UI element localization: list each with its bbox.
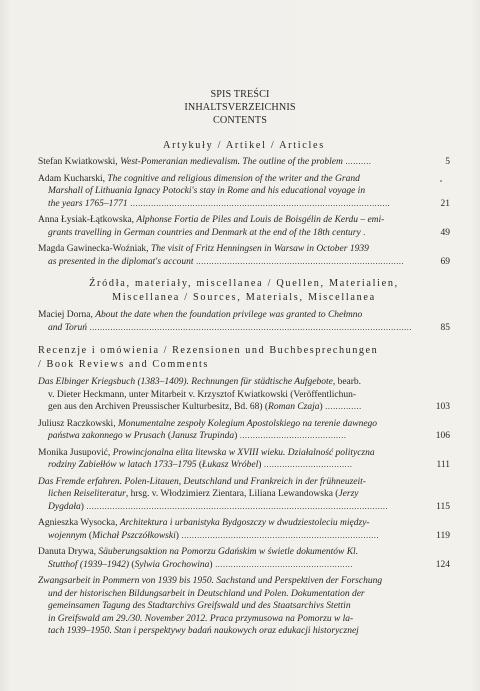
toc-entry[interactable] [38, 546, 450, 571]
entry-author: Agnieszka Wysocka, [38, 518, 120, 528]
page-number: 124 [435, 559, 450, 570]
entry-title-continued: państwa zakonnego w Prusach [48, 431, 166, 441]
entry-author: Danuta Drywa, [38, 547, 99, 557]
entry-text: ) [234, 431, 238, 441]
page-number: 69 [440, 256, 450, 267]
entry-title: West-Pomeranian medievalism. The outline of the problem [120, 157, 343, 167]
leader-dots: .................................. [261, 460, 353, 469]
entry-text: ( [86, 530, 93, 541]
leader-dots: .......... [342, 157, 372, 166]
toc-entry[interactable] [38, 418, 450, 443]
section-title-sources [38, 277, 450, 305]
leader-dots: ............................................................................ [178, 530, 380, 540]
toc-entry[interactable] [38, 575, 450, 638]
page-number: 106 [435, 431, 450, 441]
reviewer-name: Dygdała [48, 501, 81, 512]
entry-text: ) [80, 501, 84, 512]
page-number: 103 [435, 402, 450, 412]
toc-entry[interactable] [38, 156, 450, 169]
entry-title: Zwangsarbeit in Pommern von 1939 bis 1950. Sachstand und Perspektiven der Forschung [38, 576, 383, 586]
entry-title: Monumentalne zespoły Kolegium Apostolskiego na terenie dawnego [117, 418, 378, 429]
reviewer-name: Jerzy [338, 489, 359, 499]
entry-title-continued: gemeinsamen Tagung des Stadtarchivs Greifswald und des Staatsarchivs Stettin [48, 601, 351, 611]
entry-title-continued: und der historischen Bildungsarbeit in Deutschland und Polen. Dokumentation der [48, 588, 365, 599]
entry-text: ) [258, 460, 262, 470]
reviewer-name: Michał Pszczółkowski [92, 530, 176, 541]
leader-dots: ......................................... [237, 431, 347, 440]
page-number: 119 [436, 530, 450, 541]
heading-inhaltsverzeichnis: INHALTSVERZEICHNIS [184, 102, 296, 113]
entry-author: Adam Kucharski, [38, 173, 108, 184]
entry-author: Juliusz Raczkowski, [38, 418, 118, 429]
entry-title: The visit of Fritz Henningsen in Warsaw in October 1939 [150, 244, 369, 254]
entry-title: About the date when the foundation privilege was granted to Chełmno [95, 310, 363, 320]
entry-text: ) [175, 530, 179, 541]
reviewer-name: Łukasz Wróbel [202, 460, 259, 470]
entry-title: The cognitive and religious dimension of the writer and the Grand [107, 173, 360, 184]
reviewer-name: Roman Czaja [268, 402, 320, 412]
leader-dots: ..................................................... [212, 559, 353, 569]
leader-dots: ................................................................................ [193, 256, 405, 266]
page-number: 5 [445, 157, 450, 167]
entry-text: v. Dieter Heckmann, unter Mitarbeit v. Krzysztof Kwiatkowski (Veröffentlichun- [48, 389, 357, 400]
entry-title-continued: and Toruń [48, 322, 87, 333]
section-title-line: / Book Reviews and Comments [38, 359, 209, 370]
reviewer-name: Janusz Trupinda [170, 431, 235, 441]
entry-author: Stefan Kwiatkowski, [38, 157, 121, 167]
section-title-line: Miscellanea / Sources, Materials, Miscellanea [112, 292, 376, 303]
entry-author: Magda Gawinecka-Woźniak, [38, 244, 151, 254]
heading-spis-tresci: SPIS TREŚCI [210, 89, 270, 100]
section-title-line: Recenzje i omówienia / Rezensionen und Buchbesprechungen [38, 345, 379, 356]
entry-title-continued: as presented in the diplomat's account [48, 256, 194, 267]
entry-text: ) [209, 559, 213, 570]
reviewer-name: Sylwia Grochowina [134, 559, 210, 570]
table-of-contents [38, 139, 450, 642]
toc-entry[interactable] [38, 173, 450, 211]
entry-author: Anna Łysiak-Łątkowska, [38, 215, 137, 225]
entry-title-continued: Stutthof (1939–1942) [48, 559, 130, 570]
entry-text: gen aus den Archiven Preussischer Kulturbesitz, Bd. 68) ( [48, 402, 269, 412]
leader-dots: . [360, 227, 366, 237]
entry-text: ( [129, 559, 135, 570]
toc-entry[interactable] [38, 243, 450, 268]
entry-title-continued: tach 1939–1950. Stan i perspektywy badań naukowych oraz edukacji historycznej [48, 626, 359, 636]
entry-title: Das Fremde erfahren. Polen-Litauen, Deutschland und Frankreich in der frühneuzeit- [38, 476, 366, 487]
entry-title: Prowincjonalna elita litewska w XVIII wieku. Działalność polityczna [112, 447, 375, 458]
leader-dots: .................................................................................................... [127, 198, 391, 208]
toc-entry[interactable] [38, 517, 450, 542]
entry-text: ( [165, 431, 171, 441]
entry-title: Alphonse Fortia de Piles and Louis de Boisgélin de Kerdu – emi- [136, 215, 385, 225]
entry-title: Das Elbinger Kriegsbuch (1383–1409). Rechnungen für städtische Aufgebote [38, 377, 333, 387]
page-number: 21 [440, 198, 450, 209]
entry-title-continued: grants travelling in German countries and Denmark at the end of the 18th century [48, 227, 361, 238]
entry-title-continued: rodziny Zabiełłów w latach 1733–1795 [48, 460, 197, 470]
section-title-articles: Artykuły / Artikel / Articles [163, 140, 325, 151]
contents-heading [0, 88, 480, 127]
entry-title-continued: in Greifswald am 29./30. November 2012. Praca przymusowa na Pomorzu w la- [48, 613, 354, 624]
entry-title-continued: the years 1765–1771 [48, 198, 128, 209]
section-title-reviews [38, 344, 450, 372]
leader-dots: ............................................................................................................................ [86, 322, 412, 332]
entry-text: ) [319, 402, 323, 412]
entry-title-continued: wojennym [48, 530, 87, 541]
entry-text: ( [196, 460, 203, 470]
entry-author: Monika Jusupović, [38, 447, 113, 458]
entry-author: Maciej Dorna, [38, 310, 96, 320]
entry-text: , bearb. [332, 377, 362, 387]
page-number: 85 [440, 322, 450, 333]
toc-entry[interactable] [38, 447, 450, 472]
page-number: 115 [436, 501, 450, 512]
toc-entry[interactable] [38, 309, 450, 334]
toc-entry[interactable] [38, 476, 450, 514]
entry-title: Architektura i urbanistyka Bydgoszczy w dwudziestoleciu między- [119, 518, 370, 528]
toc-entry[interactable] [38, 214, 450, 239]
page-number: 111 [436, 460, 450, 470]
entry-title-continued: lichen Reiseliteratur [48, 489, 126, 499]
entry-title: Säuberungsaktion na Pomorzu Gdańskim w świetle dokumentów Kl. [98, 547, 359, 557]
page-number: 49 [440, 227, 450, 238]
section-title-line: Źródła, materiały, miscellanea / Quellen, Materialien, [89, 278, 399, 289]
leader-dots: .............. [322, 402, 362, 411]
heading-contents: CONTENTS [212, 115, 267, 126]
entry-title-continued: Marshall of Lithuania Ignacy Potocki's stay in Rome and his educational voyage in [48, 186, 366, 196]
leader-dots: .................................................................................................................... [83, 501, 389, 511]
entry-text: , hrsg. v. Włodzimierz Zientara, Liliana Lewandowska ( [125, 489, 339, 499]
toc-entry[interactable] [38, 376, 450, 414]
